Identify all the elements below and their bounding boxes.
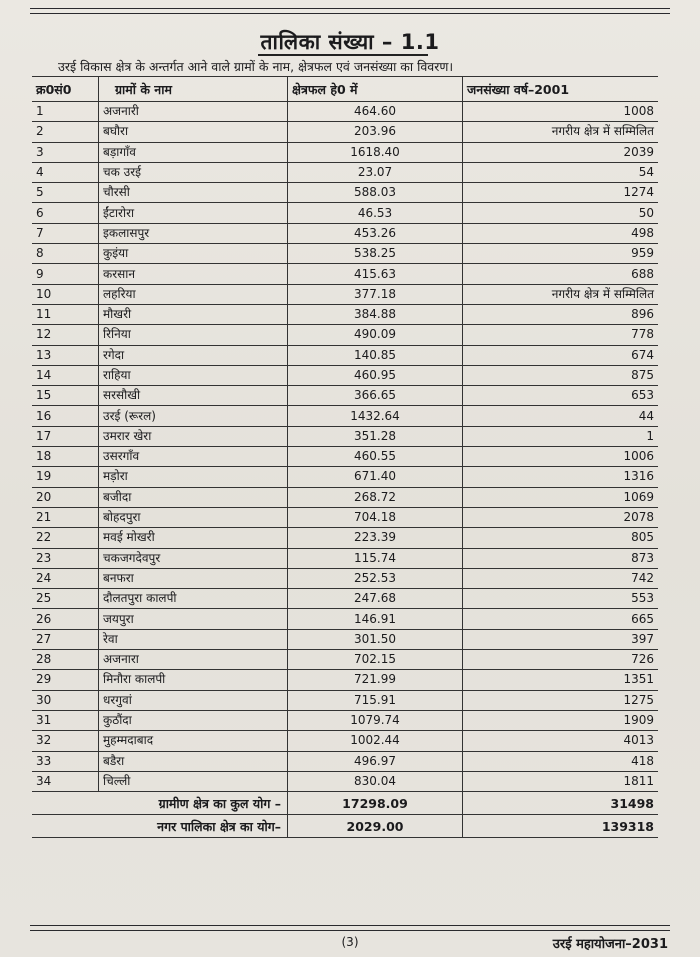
population-cell: 896 bbox=[463, 304, 659, 324]
serial-cell: 13 bbox=[32, 345, 99, 365]
area-cell: 588.03 bbox=[288, 183, 463, 203]
village-name-cell: इकलासपुर bbox=[99, 223, 288, 243]
area-cell: 721.99 bbox=[288, 670, 463, 690]
area-cell: 453.26 bbox=[288, 223, 463, 243]
village-name-cell: उमरार खेरा bbox=[99, 426, 288, 446]
table-row bbox=[32, 386, 658, 406]
area-cell: 301.50 bbox=[288, 629, 463, 649]
serial-cell: 29 bbox=[32, 670, 99, 690]
table-row bbox=[32, 609, 658, 629]
table-row bbox=[32, 264, 658, 284]
table-row bbox=[32, 325, 658, 345]
table-row bbox=[32, 670, 658, 690]
table-row bbox=[32, 568, 658, 588]
area-cell: 223.39 bbox=[288, 528, 463, 548]
population-cell: 778 bbox=[463, 325, 659, 345]
village-name-cell: राहिया bbox=[99, 365, 288, 385]
population-cell: 1 bbox=[463, 426, 659, 446]
population-cell: 4013 bbox=[463, 731, 659, 751]
footer-rule-2 bbox=[30, 930, 670, 931]
table-row bbox=[32, 650, 658, 670]
village-name-cell: उसरगाँव bbox=[99, 447, 288, 467]
serial-cell: 19 bbox=[32, 467, 99, 487]
village-name-cell: मौखरी bbox=[99, 304, 288, 324]
table-row bbox=[32, 244, 658, 264]
village-name-cell: मिनौरा कालपी bbox=[99, 670, 288, 690]
village-name-cell: रगेदा bbox=[99, 345, 288, 365]
table-row bbox=[32, 345, 658, 365]
population-cell: नगरीय क्षेत्र में सम्मिलित bbox=[463, 122, 659, 142]
total-row bbox=[32, 815, 658, 838]
table-row bbox=[32, 487, 658, 507]
population-cell: 1274 bbox=[463, 183, 659, 203]
serial-cell: 18 bbox=[32, 447, 99, 467]
title-underline bbox=[258, 54, 428, 56]
area-cell: 268.72 bbox=[288, 487, 463, 507]
table-row bbox=[32, 690, 658, 710]
population-cell: 1069 bbox=[463, 487, 659, 507]
village-name-cell: धरगुवां bbox=[99, 690, 288, 710]
village-name-cell: बड़ागाँव bbox=[99, 142, 288, 162]
population-cell: 674 bbox=[463, 345, 659, 365]
population-cell: 959 bbox=[463, 244, 659, 264]
village-name-cell: मड़ोरा bbox=[99, 467, 288, 487]
population-cell: 498 bbox=[463, 223, 659, 243]
population-cell: 665 bbox=[463, 609, 659, 629]
table-row bbox=[32, 142, 658, 162]
area-cell: 415.63 bbox=[288, 264, 463, 284]
table-row bbox=[32, 589, 658, 609]
area-cell: 140.85 bbox=[288, 345, 463, 365]
serial-cell: 16 bbox=[32, 406, 99, 426]
village-name-cell: बजीदा bbox=[99, 487, 288, 507]
village-name-cell: मुहम्मदाबाद bbox=[99, 731, 288, 751]
area-cell: 1002.44 bbox=[288, 731, 463, 751]
total-population: 31498 bbox=[463, 792, 659, 815]
village-name-cell: करसान bbox=[99, 264, 288, 284]
area-cell: 490.09 bbox=[288, 325, 463, 345]
page-number: (3) bbox=[341, 935, 359, 949]
area-cell: 671.40 bbox=[288, 467, 463, 487]
serial-cell: 21 bbox=[32, 507, 99, 527]
serial-cell: 12 bbox=[32, 325, 99, 345]
village-name-cell: जयपुरा bbox=[99, 609, 288, 629]
area-cell: 830.04 bbox=[288, 771, 463, 791]
village-name-cell: बडैरा bbox=[99, 751, 288, 771]
population-cell: 1811 bbox=[463, 771, 659, 791]
village-name-cell: चौरसी bbox=[99, 183, 288, 203]
village-name-cell: अजनारा bbox=[99, 650, 288, 670]
header-serial: क्र0सं0 bbox=[32, 77, 99, 102]
serial-cell: 26 bbox=[32, 609, 99, 629]
population-cell: 653 bbox=[463, 386, 659, 406]
population-cell: 1006 bbox=[463, 447, 659, 467]
serial-cell: 14 bbox=[32, 365, 99, 385]
serial-cell: 34 bbox=[32, 771, 99, 791]
table-row bbox=[32, 365, 658, 385]
header-area: क्षेत्रफल हे0 में bbox=[288, 77, 463, 102]
village-name-cell: बोहदपुरा bbox=[99, 507, 288, 527]
village-name-cell: चक उरई bbox=[99, 162, 288, 182]
population-cell: 726 bbox=[463, 650, 659, 670]
table-header-row bbox=[32, 77, 658, 102]
total-area: 2029.00 bbox=[288, 815, 463, 838]
serial-cell: 23 bbox=[32, 548, 99, 568]
village-name-cell: ईंटारोरा bbox=[99, 203, 288, 223]
area-cell: 1618.40 bbox=[288, 142, 463, 162]
table-row bbox=[32, 548, 658, 568]
village-name-cell: दौलतपुरा कालपी bbox=[99, 589, 288, 609]
population-cell: 875 bbox=[463, 365, 659, 385]
footer-rule bbox=[30, 925, 670, 926]
table-row bbox=[32, 304, 658, 324]
serial-cell: 11 bbox=[32, 304, 99, 324]
area-cell: 46.53 bbox=[288, 203, 463, 223]
village-name-cell: अजनारी bbox=[99, 102, 288, 122]
area-cell: 203.96 bbox=[288, 122, 463, 142]
area-cell: 704.18 bbox=[288, 507, 463, 527]
population-cell: 54 bbox=[463, 162, 659, 182]
total-population: 139318 bbox=[463, 815, 659, 838]
village-name-cell: रेवा bbox=[99, 629, 288, 649]
serial-cell: 24 bbox=[32, 568, 99, 588]
population-cell: 553 bbox=[463, 589, 659, 609]
serial-cell: 28 bbox=[32, 650, 99, 670]
village-name-cell: सरसौखी bbox=[99, 386, 288, 406]
population-cell: 397 bbox=[463, 629, 659, 649]
serial-cell: 27 bbox=[32, 629, 99, 649]
area-cell: 702.15 bbox=[288, 650, 463, 670]
village-name-cell: उरई (रूरल) bbox=[99, 406, 288, 426]
table-row bbox=[32, 710, 658, 730]
area-cell: 252.53 bbox=[288, 568, 463, 588]
serial-cell: 25 bbox=[32, 589, 99, 609]
table-row bbox=[32, 629, 658, 649]
area-cell: 247.68 bbox=[288, 589, 463, 609]
table-row bbox=[32, 162, 658, 182]
serial-cell: 31 bbox=[32, 710, 99, 730]
table-row bbox=[32, 771, 658, 791]
header-population: जनसंख्या वर्ष–2001 bbox=[463, 77, 659, 102]
population-cell: 805 bbox=[463, 528, 659, 548]
table-row bbox=[32, 528, 658, 548]
area-cell: 460.55 bbox=[288, 447, 463, 467]
population-cell: 1275 bbox=[463, 690, 659, 710]
area-cell: 23.07 bbox=[288, 162, 463, 182]
area-cell: 1079.74 bbox=[288, 710, 463, 730]
village-name-cell: चिल्ली bbox=[99, 771, 288, 791]
table-row bbox=[32, 284, 658, 304]
area-cell: 377.18 bbox=[288, 284, 463, 304]
village-table bbox=[32, 76, 658, 838]
table-subtitle: उरई विकास क्षेत्र के अन्तर्गत आने वाले ग्रामों के नाम, क्षेत्रफल एवं जनसंख्या का विवरण। bbox=[58, 59, 454, 74]
area-cell: 1432.64 bbox=[288, 406, 463, 426]
population-cell: नगरीय क्षेत्र में सम्मिलित bbox=[463, 284, 659, 304]
village-name-cell: रिनिया bbox=[99, 325, 288, 345]
village-name-cell: कुइंया bbox=[99, 244, 288, 264]
population-cell: 688 bbox=[463, 264, 659, 284]
table-row bbox=[32, 751, 658, 771]
population-cell: 2078 bbox=[463, 507, 659, 527]
village-name-cell: चकजगदेवपुर bbox=[99, 548, 288, 568]
area-cell: 715.91 bbox=[288, 690, 463, 710]
table-row bbox=[32, 122, 658, 142]
area-cell: 146.91 bbox=[288, 609, 463, 629]
serial-cell: 8 bbox=[32, 244, 99, 264]
serial-cell: 17 bbox=[32, 426, 99, 446]
table-title: तालिका संख्या – 1.1 bbox=[260, 30, 440, 54]
top-rule bbox=[30, 8, 670, 9]
table-row bbox=[32, 467, 658, 487]
serial-cell: 2 bbox=[32, 122, 99, 142]
table-row bbox=[32, 507, 658, 527]
village-name-cell: बघौरा bbox=[99, 122, 288, 142]
serial-cell: 20 bbox=[32, 487, 99, 507]
serial-cell: 10 bbox=[32, 284, 99, 304]
serial-cell: 15 bbox=[32, 386, 99, 406]
area-cell: 464.60 bbox=[288, 102, 463, 122]
village-name-cell: बनफरा bbox=[99, 568, 288, 588]
total-area: 17298.09 bbox=[288, 792, 463, 815]
population-cell: 2039 bbox=[463, 142, 659, 162]
population-cell: 1909 bbox=[463, 710, 659, 730]
village-name-cell: लहरिया bbox=[99, 284, 288, 304]
serial-cell: 30 bbox=[32, 690, 99, 710]
header-name: ग्रामों के नाम bbox=[99, 77, 288, 102]
area-cell: 384.88 bbox=[288, 304, 463, 324]
area-cell: 538.25 bbox=[288, 244, 463, 264]
table-row bbox=[32, 731, 658, 751]
serial-cell: 22 bbox=[32, 528, 99, 548]
population-cell: 1008 bbox=[463, 102, 659, 122]
area-cell: 496.97 bbox=[288, 751, 463, 771]
total-label: नगर पालिका क्षेत्र का योग– bbox=[32, 815, 288, 838]
village-name-cell: कुठौंदा bbox=[99, 710, 288, 730]
serial-cell: 7 bbox=[32, 223, 99, 243]
area-cell: 460.95 bbox=[288, 365, 463, 385]
area-cell: 115.74 bbox=[288, 548, 463, 568]
area-cell: 351.28 bbox=[288, 426, 463, 446]
table-row bbox=[32, 447, 658, 467]
serial-cell: 6 bbox=[32, 203, 99, 223]
population-cell: 50 bbox=[463, 203, 659, 223]
serial-cell: 9 bbox=[32, 264, 99, 284]
population-cell: 1351 bbox=[463, 670, 659, 690]
table-row bbox=[32, 406, 658, 426]
table-row bbox=[32, 183, 658, 203]
top-rule-2 bbox=[30, 13, 670, 14]
serial-cell: 33 bbox=[32, 751, 99, 771]
serial-cell: 3 bbox=[32, 142, 99, 162]
population-cell: 418 bbox=[463, 751, 659, 771]
table-row bbox=[32, 102, 658, 122]
population-cell: 44 bbox=[463, 406, 659, 426]
serial-cell: 1 bbox=[32, 102, 99, 122]
population-cell: 1316 bbox=[463, 467, 659, 487]
publication-title: उरई महायोजना–2031 bbox=[552, 937, 668, 952]
serial-cell: 5 bbox=[32, 183, 99, 203]
table-row bbox=[32, 426, 658, 446]
population-cell: 873 bbox=[463, 548, 659, 568]
area-cell: 366.65 bbox=[288, 386, 463, 406]
serial-cell: 32 bbox=[32, 731, 99, 751]
total-label: ग्रामीण क्षेत्र का कुल योग – bbox=[32, 792, 288, 815]
population-cell: 742 bbox=[463, 568, 659, 588]
serial-cell: 4 bbox=[32, 162, 99, 182]
village-name-cell: मवई मोखरी bbox=[99, 528, 288, 548]
total-row bbox=[32, 792, 658, 815]
table-row bbox=[32, 203, 658, 223]
table-row bbox=[32, 223, 658, 243]
